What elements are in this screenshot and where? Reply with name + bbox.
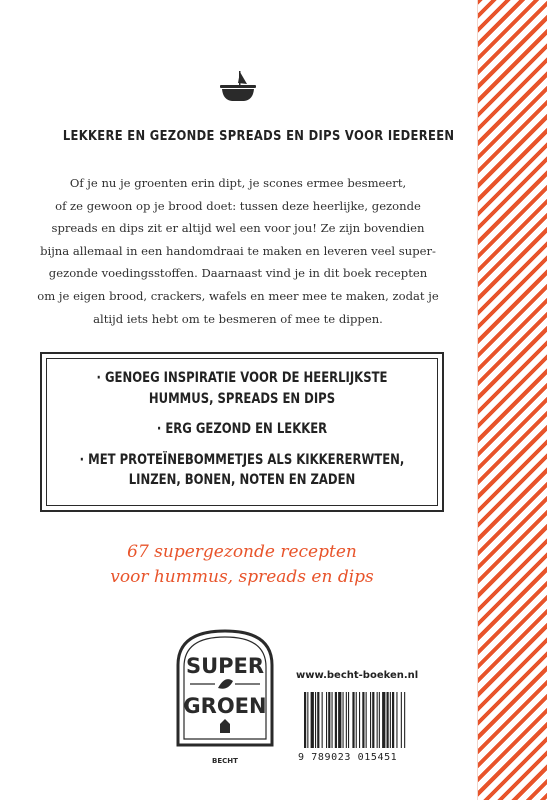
stripe-edge-line xyxy=(477,0,478,800)
feature-item-line: · GENOEG INSPIRATIE VOOR DE HEERLIJKSTE xyxy=(96,370,388,386)
description-text xyxy=(36,172,440,330)
isbn-number: 9 789023 015451 xyxy=(298,752,398,763)
striped-spine-border xyxy=(477,0,547,800)
description-line: om je eigen brood, crackers, wafels en meer mee te maken, zodat je xyxy=(37,288,439,303)
features-list xyxy=(40,368,444,491)
barcode-bars xyxy=(302,692,452,750)
feature-item-line: · MET PROTEÏNEBOMMETJES ALS KIKKERERWTEN, xyxy=(79,451,405,468)
website-url[interactable]: www.becht-boeken.nl xyxy=(296,670,419,681)
description-line: of ze gewoon op je brood doet: tussen deze heerlijke, gezonde xyxy=(55,198,421,213)
description-line: spreads en dips zit er altijd wel een voor jou! Ze zijn bovendien xyxy=(51,221,425,236)
seal-publisher-text: BECHT xyxy=(212,757,238,765)
description-line: bijna allemaal in een handomdraai te maken en leveren veel super- xyxy=(40,243,436,258)
bowl-with-sail-icon xyxy=(214,66,262,106)
feature-item-line: HUMMUS, SPREADS EN DIPS xyxy=(148,390,336,407)
description-line: gezonde voedingsstoffen. Daarnaast vind je in dit boek recepten xyxy=(48,266,428,281)
seal-bottom-text: GROEN xyxy=(183,694,267,718)
description-line: altijd iets hebt om te besmeren of mee te dippen. xyxy=(93,311,383,326)
seal-top-text: SUPER xyxy=(185,654,265,678)
isbn-barcode xyxy=(294,690,458,770)
tagline-line: 67 supergezonde recepten xyxy=(127,542,357,562)
description-line: Of je nu je groenten erin dipt, je scones ermee besmeert, xyxy=(69,176,407,190)
page-heading: LEKKERE EN GEZONDE SPREADS EN DIPS VOOR IEDEREEN xyxy=(62,129,455,144)
super-groen-seal-logo xyxy=(170,625,280,773)
feature-item-line: · ERG GEZOND EN LEKKER xyxy=(156,421,328,437)
feature-item-line: LINZEN, BONEN, NOTEN EN ZADEN xyxy=(128,472,356,488)
tagline xyxy=(40,540,444,590)
tagline-line: voor hummus, spreads en dips xyxy=(110,567,374,587)
